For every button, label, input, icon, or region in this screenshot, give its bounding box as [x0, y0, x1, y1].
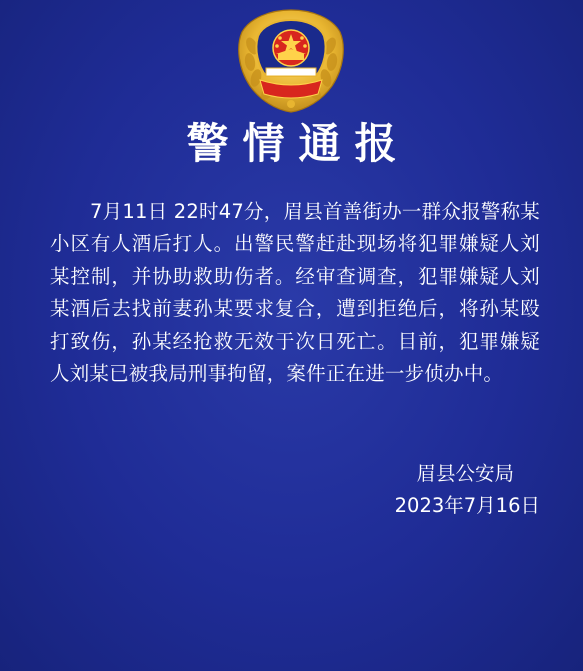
signature-date: 2023年7月16日 — [394, 494, 540, 517]
notice-signature — [300, 458, 540, 522]
notice-title: 警情通报 — [186, 119, 411, 168]
police-emblem-icon — [232, 6, 350, 116]
signature-organization: 眉县公安局 — [416, 462, 514, 485]
notice-body: 7月11日 22时47分，眉县首善街办一群众报警称某小区有人酒后打人。出警民警赶赴现场将犯罪嫌疑人刘某控制，并协助救助伤者。经审查调查，犯罪嫌疑人刘某酒后去找前妻孙某要求复合，遭到拒绝后，将孙某殴打致伤，孙某经抢救无效于次日死亡。目前，犯罪嫌疑人刘某已被我局刑事拘留，案件正在进一步侦办中。 — [50, 200, 540, 386]
